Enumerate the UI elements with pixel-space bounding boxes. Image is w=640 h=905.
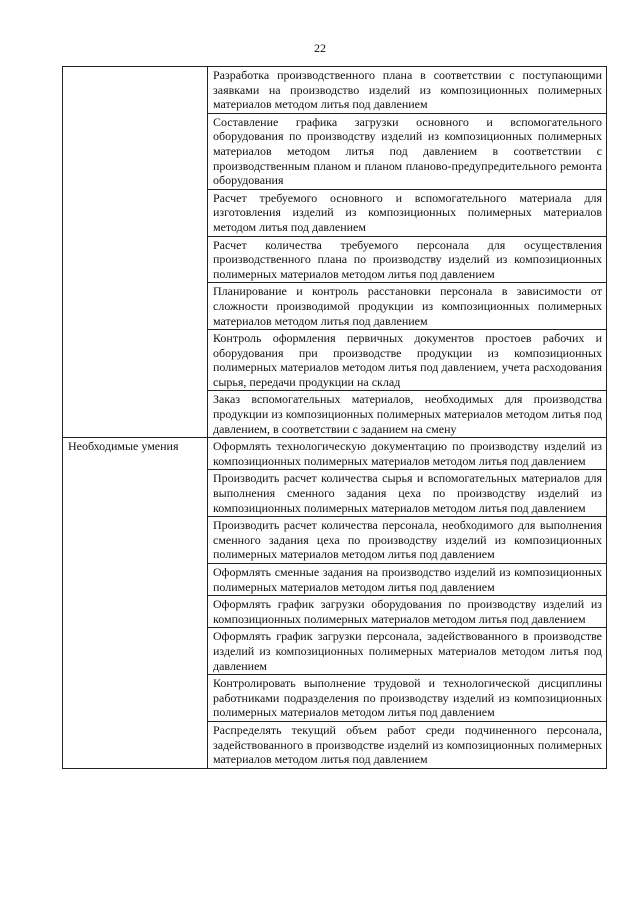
table-cell: Распределять текущий объем работ среди подчиненного персонала, задействованного в производстве изделий из композиционных полимерных материалов методом литья под давлением <box>208 721 607 768</box>
table-row <box>63 67 607 114</box>
table-row <box>63 438 607 470</box>
table-cell: Планирование и контроль расстановки персонала в зависимости от сложности производимой продукции из композиционных полимерных материалов методом литья под давлением <box>208 283 607 330</box>
table-cell: Производить расчет количества персонала, необходимого для выполнения сменного задания цеха по производству изделий из композиционных полимерных материалов методом литья под давлением <box>208 517 607 564</box>
table-cell: Расчет требуемого основного и вспомогательного материала для изготовления изделий из композиционных полимерных материалов методом литья под давлением <box>208 189 607 236</box>
table-cell: Оформлять график загрузки оборудования по производству изделий из композиционных полимерных материалов методом литья под давлением <box>208 596 607 628</box>
table-cell: Оформлять график загрузки персонала, задействованного в производстве изделий из композиционных полимерных материалов методом литья под давлением <box>208 628 607 675</box>
section-label-cell <box>63 67 208 438</box>
section-label-required-skills: Необходимые умения <box>63 438 208 768</box>
table-cell: Оформлять сменные задания на производство изделий из композиционных полимерных материалов методом литья под давлением <box>208 564 607 596</box>
table-cell: Производить расчет количества сырья и вспомогательных материалов для выполнения сменного задания цеха по производству изделий из композиционных полимерных материалов методом литья под давлением <box>208 470 607 517</box>
page-number: 22 <box>314 41 326 55</box>
competency-table <box>62 66 607 769</box>
table-cell: Разработка производственного плана в соответствии с поступающими заявками на производство изделий из композиционных полимерных материалов методом литья под давлением <box>208 67 607 114</box>
table-cell: Оформлять технологическую документацию по производству изделий из композиционных полимерных материалов методом литья под давлением <box>208 438 607 470</box>
table-cell: Контроль оформления первичных документов простоев рабочих и оборудования при производстве продукции из композиционных полимерных материалов методом литья под давлением, учета расходования сырья, передачи продукции на склад <box>208 330 607 391</box>
table-cell: Расчет количества требуемого персонала для осуществления производственного плана по производству изделий из композиционных полимерных материалов методом литья под давлением <box>208 236 607 283</box>
table-cell: Заказ вспомогательных материалов, необходимых для производства продукции из композиционных полимерных материалов методом литья под давлением, в соответствии с заданием на смену <box>208 391 607 438</box>
table-cell: Контролировать выполнение трудовой и технологической дисциплины работниками подразделения по производству изделий из композиционных полимерных материалов методом литья под давлением <box>208 675 607 722</box>
table-cell: Составление графика загрузки основного и вспомогательного оборудования по производству изделий из композиционных полимерных материалов методом литья под давлением в соответствии с производственным планом и планом планово-предупредительного ремонта оборудования <box>208 113 607 189</box>
